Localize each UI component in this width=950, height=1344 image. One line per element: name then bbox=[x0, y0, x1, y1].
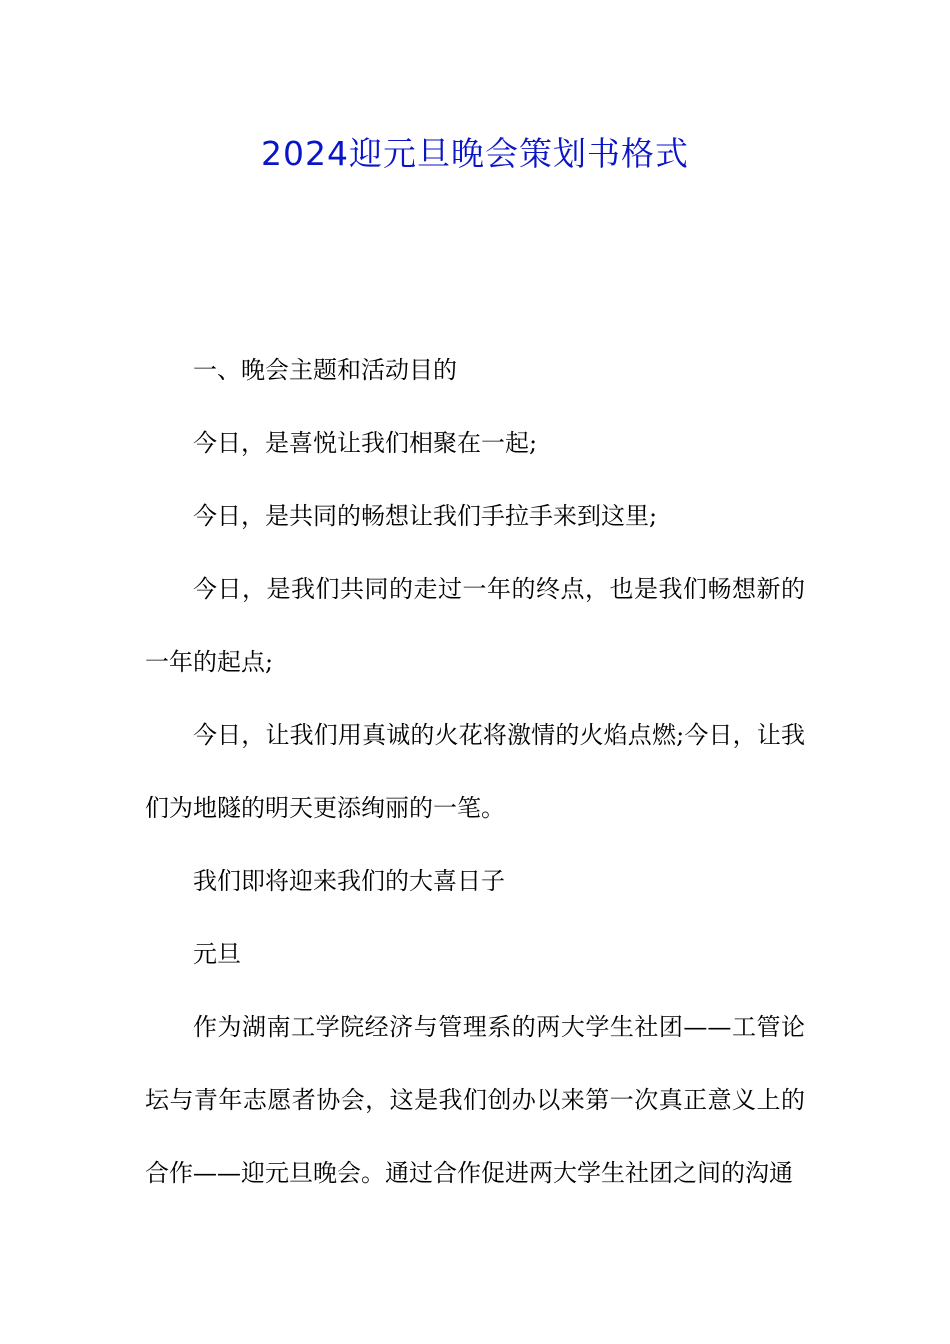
document-body bbox=[145, 334, 805, 1210]
paragraph: 今日，让我们用真诚的火花将激情的火焰点燃;今日，让我们为地隧的明天更添绚丽的一笔。 bbox=[145, 721, 805, 822]
section-heading: 一、晚会主题和活动目的 bbox=[193, 356, 457, 384]
paragraph: 今日，是喜悦让我们相聚在一起; bbox=[193, 429, 538, 457]
paragraph: 我们即将迎来我们的大喜日子 bbox=[193, 867, 505, 895]
paragraph: 今日，是我们共同的走过一年的终点，也是我们畅想新的一年的起点; bbox=[145, 575, 805, 676]
document-title: 2024迎元旦晚会策划书格式 bbox=[261, 134, 689, 173]
paragraph: 元旦 bbox=[193, 940, 241, 968]
paragraph: 作为湖南工学院经济与管理系的两大学生社团——工管论坛与青年志愿者协会，这是我们创办以来第一次真正意义上的合作——迎元旦晚会。通过合作促进两大学生社团之间的沟通 bbox=[145, 1013, 805, 1187]
paragraph: 今日，是共同的畅想让我们手拉手来到这里; bbox=[193, 502, 658, 530]
